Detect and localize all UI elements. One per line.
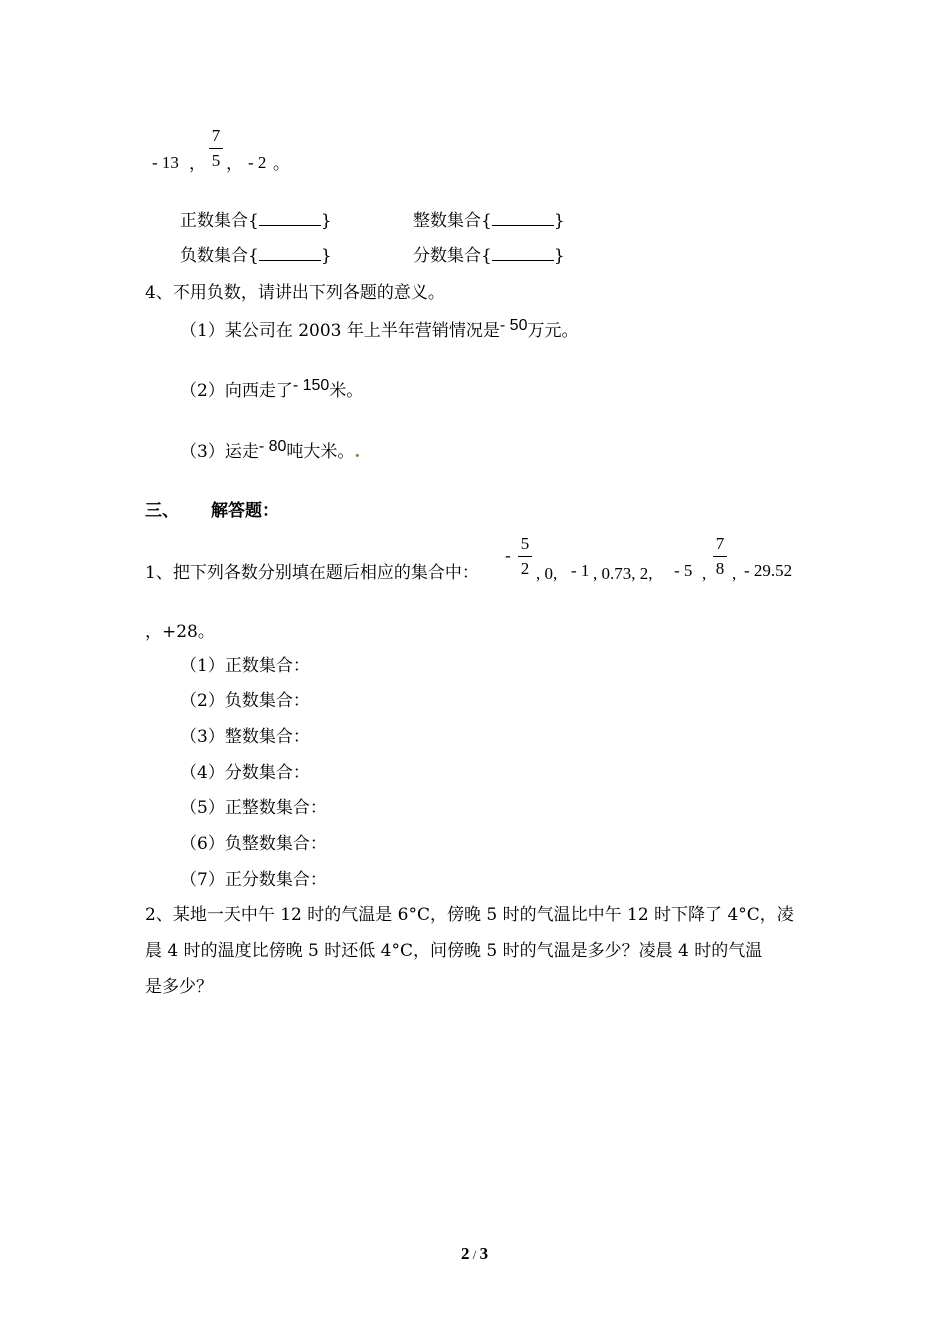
negative-set-row [180, 245, 332, 267]
brace-close: } [553, 211, 565, 231]
p1-continuation: ，+28。 [145, 622, 215, 642]
minus-sign: - [505, 546, 511, 565]
q4-item-value: - 150 [292, 377, 330, 394]
fraction-set-blank[interactable] [492, 246, 554, 261]
q4-item-value: - 80 [258, 438, 287, 455]
fraction-denominator: 8 [715, 559, 725, 578]
p1-item: （6）负整数集合： [180, 834, 327, 854]
page-current: 2 [461, 1244, 470, 1263]
fraction-7-8 [713, 534, 727, 579]
page-separator: / [469, 1247, 480, 1262]
q4-item-unit: 万元。 [527, 321, 579, 341]
fraction-bar [713, 556, 727, 557]
q4-title: 4、不用负数，请讲出下列各题的意义。 [145, 283, 445, 303]
fraction-set-label: 分数集合{ [413, 246, 492, 266]
period: 。 [273, 154, 290, 174]
p1-item: （2）负数集合： [180, 691, 310, 711]
page-total: 3 [479, 1244, 489, 1263]
p1-item: （1）正数集合： [180, 656, 310, 676]
p2-line: 2、某地一天中午 12 时的气温是 6°C，傍晚 5 时的气温比中午 12 时下降了 4°C，凌 [145, 905, 794, 925]
negative-set-label: 负数集合{ [180, 246, 259, 266]
fraction-numerator: 7 [211, 126, 221, 145]
comma: ， [189, 154, 206, 174]
q4-item-unit: 米。 [329, 381, 364, 401]
p1-lead: 1、把下列各数分别填在题后相应的集合中： [145, 563, 479, 583]
integer-set-label: 整数集合{ [413, 211, 492, 231]
q4-item-value: - 50 [499, 317, 528, 334]
section-title: 解答题： [211, 501, 279, 521]
page-number [461, 1244, 488, 1264]
integer-set-row [413, 210, 565, 232]
q4-item-1 [180, 317, 579, 343]
positive-set-blank[interactable] [259, 211, 321, 226]
comma: ， [226, 154, 243, 174]
negative-set-blank[interactable] [259, 246, 321, 261]
stray-dot: . [354, 442, 361, 462]
number-neg2: - 2 [248, 153, 267, 172]
p2-line: 晨 4 时的温度比傍晚 5 时还低 4°C，问傍晚 5 时的气温是多少？凌晨 4 时的气温 [145, 941, 763, 961]
p2-line: 是多少？ [145, 977, 213, 997]
number-neg13: - 13 [152, 153, 179, 172]
fraction-denominator: 5 [211, 151, 221, 170]
number-neg29-52: - 29.52 [744, 561, 793, 580]
positive-set-label: 正数集合{ [180, 211, 259, 231]
positive-set-row [180, 210, 332, 232]
comma: , [732, 564, 737, 583]
fraction-numerator: 7 [715, 534, 725, 553]
fraction-5-2 [518, 534, 532, 579]
q4-item-2 [180, 377, 364, 403]
brace-close: } [320, 246, 332, 266]
fraction-7-5 [209, 126, 223, 171]
brace-close: } [320, 211, 332, 231]
section-number: 三、 [145, 501, 179, 521]
p1-item: （4）分数集合： [180, 763, 310, 783]
q4-item-text: （1）某公司在 2003 年上半年营销情况是 [180, 321, 500, 341]
q4-item-3 [180, 438, 361, 464]
number-neg5: - 5 [674, 561, 693, 580]
p1-item: （5）正整数集合： [180, 798, 327, 818]
brace-close: } [553, 246, 565, 266]
q4-item-text: （3）运走 [180, 442, 259, 462]
q4-item-unit: 吨大米。 [286, 442, 355, 462]
fraction-bar [518, 556, 532, 557]
fraction-bar [209, 148, 223, 149]
q4-item-text: （2）向西走了 [180, 381, 293, 401]
integer-set-blank[interactable] [492, 211, 554, 226]
p1-item: （7）正分数集合： [180, 870, 327, 890]
fraction-denominator: 2 [520, 559, 530, 578]
fraction-numerator: 5 [520, 534, 530, 553]
p1-item: （3）整数集合： [180, 727, 310, 747]
comma: , [702, 564, 707, 583]
fraction-set-row [413, 245, 565, 267]
p1-text: , 0.73, 2, [593, 564, 653, 583]
number-neg1: - 1 [571, 561, 590, 580]
p1-text: , 0, [536, 564, 558, 583]
